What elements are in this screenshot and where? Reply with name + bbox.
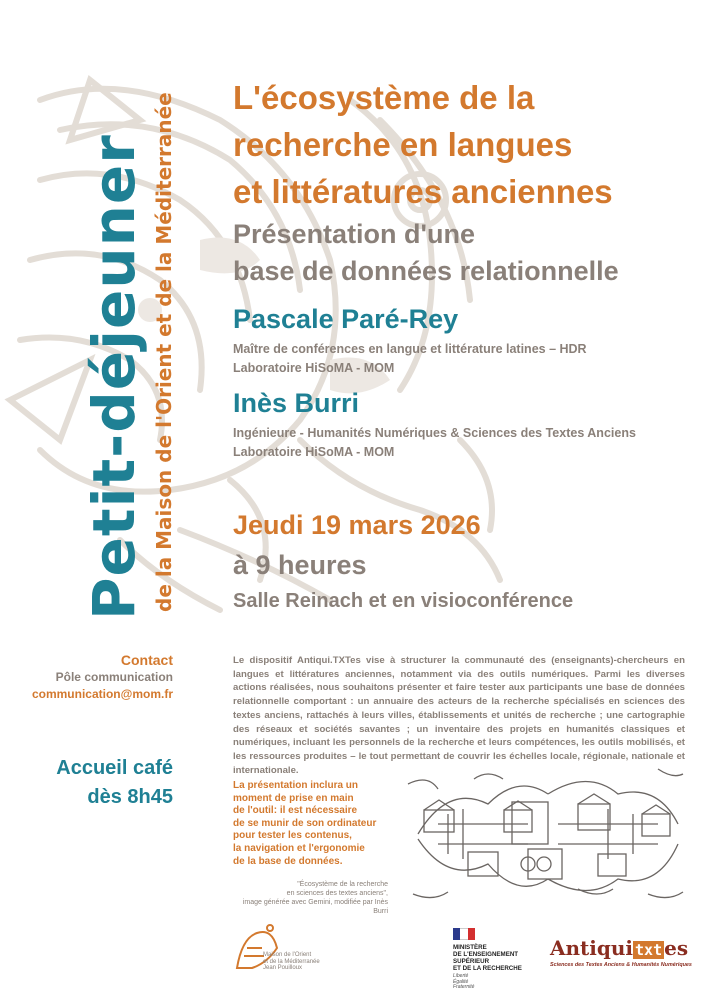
contact-email-link[interactable]: communication@mom.fr	[31, 687, 173, 701]
note-line: de l'outil: il est nécessaire	[233, 805, 358, 817]
event-time: à 9 heures	[233, 550, 367, 580]
speaker-name: Inès Burri	[233, 388, 360, 418]
note-line: La présentation inclura un	[233, 780, 359, 791]
mom-name: Jean Pouilloux	[263, 965, 303, 972]
speaker-role	[233, 340, 587, 378]
note-line: de la base de données.	[233, 855, 343, 867]
title-line: recherche en langues	[233, 126, 573, 163]
note-line: la navigation et l'ergonomie	[233, 842, 365, 854]
mom-logo-text	[263, 952, 320, 972]
ministere-line: ET DE LA RECHERCHE	[453, 965, 522, 972]
caption-line: image générée avec Gemini, modifiée par Inès Burri	[242, 899, 388, 915]
subtitle-line: base de données relationnelle	[233, 256, 619, 286]
mom-name: et de la Méditerranée	[263, 958, 320, 965]
event-title	[233, 74, 713, 215]
note-line: pour tester les contenus,	[233, 830, 352, 842]
accueil-line: dès 8h45	[87, 786, 173, 808]
ministere-line: SUPÉRIEUR	[453, 958, 490, 965]
ministere-name	[453, 944, 543, 972]
mom-subtitle: de la Maison de l'Orient et de la Méditerranée	[152, 92, 176, 612]
antiquitxtes-wordmark	[550, 936, 690, 960]
wordmark-part: Antiqui	[550, 936, 634, 960]
french-flag-icon	[453, 928, 475, 940]
speaker-lab: Laboratoire HiSoMA - MOM	[233, 361, 395, 375]
title-line: et littératures anciennes	[233, 173, 613, 210]
caption-line: en sciences des textes anciens",	[286, 890, 388, 897]
ecosystem-illustration	[408, 764, 686, 904]
ministere-line: DE L'ENSEIGNEMENT	[453, 951, 519, 958]
speaker-position: Ingénieure - Humanités Numériques & Sciences des Textes Anciens	[233, 426, 636, 440]
title-line: L'écosystème de la	[233, 79, 535, 116]
accueil-cafe	[56, 754, 173, 812]
practical-note	[233, 780, 403, 868]
petit-dejeuner-title: Petit-déjeuner	[80, 134, 148, 620]
mom-name: Maison de l'Orient	[263, 952, 312, 958]
motto-line: Fraternité	[453, 984, 475, 991]
accueil-line: Accueil café	[56, 757, 173, 779]
description: Le dispositif Antiqui.TXTes vise à structurer la communauté des (enseignants)-chercheurs en langues et littératures anciennes, notamment via des outils numériques. Parmi les diverses actions réalisées, nous souhaitons présenter et faire tester aux participants une base de données relationnelle comportant : un annuaire des acteurs de la recherche spécialisés en sciences des textes anciens, rattachés à leurs villes, établissements et unités de recherche ; une cartographie des réseaux et sociétés savantes ; un inventaire des projets en humanités classiques et numériques, incluant les personnels de la recherche et leurs compétences, les outils mobilisés, et les ressources produites – le tout permettant de couvrir les échelles locale, régionale, nationale et internationale.	[233, 655, 685, 776]
image-caption	[228, 880, 388, 916]
event-date: Jeudi 19 mars 2026	[233, 510, 481, 540]
speaker-position: Maître de conférences en langue et littérature latines – HDR	[233, 342, 587, 356]
ministere-motto	[453, 974, 543, 991]
motto-line: Liberté	[453, 973, 469, 979]
subtitle-line: Présentation d'une	[233, 219, 475, 249]
contact-pole: Pôle communication	[55, 670, 173, 684]
wordmark-box: txt	[635, 941, 663, 959]
ministere-line: MINISTÈRE	[453, 944, 487, 951]
antiquitxtes-tagline: Sciences des Textes Anciens & Humanités Numériques	[550, 962, 692, 968]
event-subtitle	[233, 216, 713, 290]
speaker-role	[233, 424, 636, 462]
contact-heading: Contact	[120, 652, 173, 668]
event-place: Salle Reinach et en visioconférence	[233, 590, 574, 612]
antiquitxtes-logo	[550, 936, 690, 968]
caption-line: "Écosystème de la recherche	[297, 881, 388, 888]
note-line: de se munir de son ordinateur	[233, 817, 377, 829]
wordmark-part: es	[664, 936, 689, 960]
ministere-logo	[453, 928, 543, 991]
speaker-lab: Laboratoire HiSoMA - MOM	[233, 445, 395, 459]
contact-block	[32, 652, 173, 703]
note-line: moment de prise en main	[233, 792, 354, 804]
motto-line: Égalité	[453, 978, 469, 985]
speaker-name: Pascale Paré-Rey	[233, 304, 459, 334]
